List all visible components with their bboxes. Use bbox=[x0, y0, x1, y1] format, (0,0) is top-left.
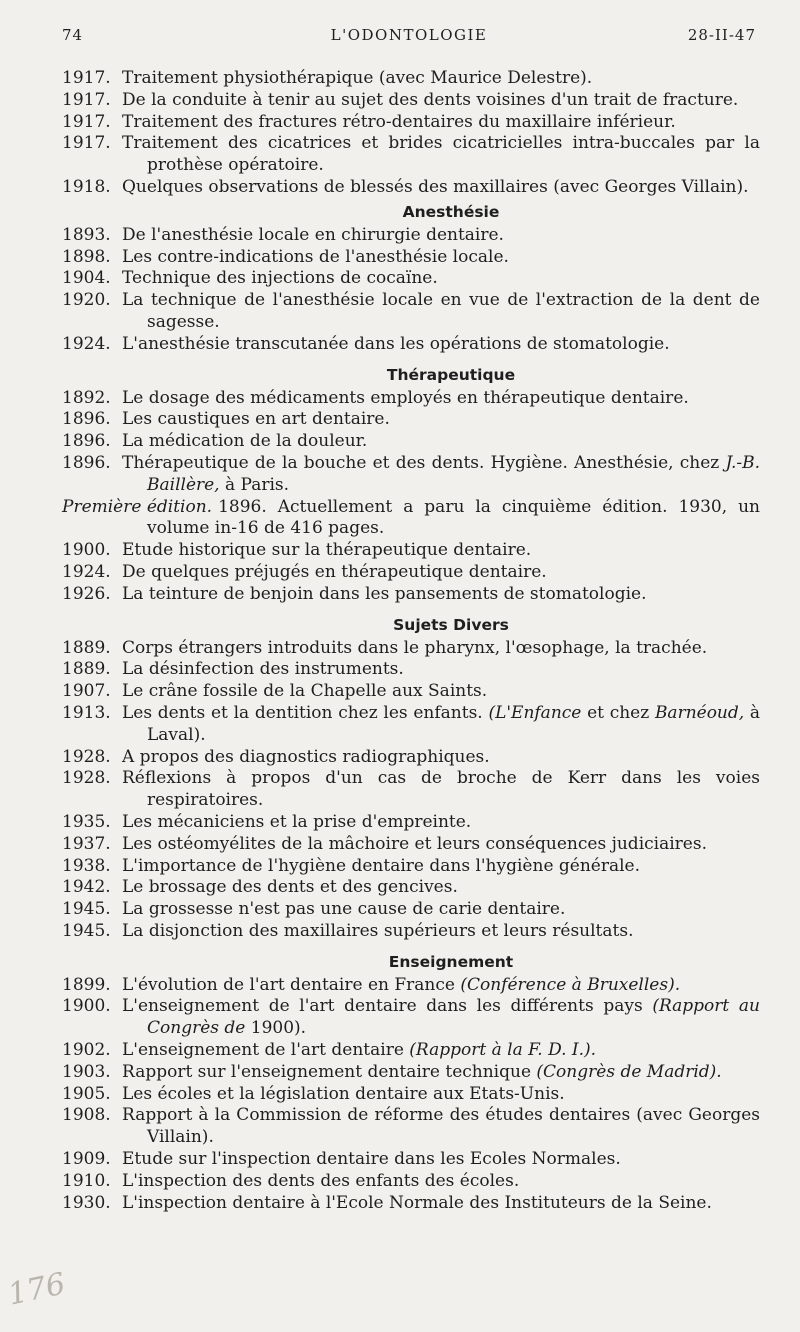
list-item: 1917. Traitement des cicatrices et brides cicatricielles intra-buccales par la prothèse opératoire. bbox=[62, 133, 760, 176]
list-item: 1928. Réflexions à propos d'un cas de broche de Kerr dans les voies respiratoires. bbox=[62, 768, 760, 811]
list-item: 1942. Le brossage des dents et des gencives. bbox=[62, 877, 458, 898]
list-item: 1889. Corps étrangers introduits dans le pharynx, l'œsophage, la trachée. bbox=[62, 637, 708, 658]
list-item: 1896. La médication de la douleur. bbox=[62, 431, 368, 452]
list-item: 1935. Les mécaniciens et la prise d'empreinte. bbox=[62, 811, 472, 832]
list-item: 1910. L'inspection des dents des enfants des écoles. bbox=[62, 1170, 520, 1191]
list-item: 1892. Le dosage des médicaments employés en thérapeutique dentaire. bbox=[62, 387, 689, 408]
list-item: 1924. L'anesthésie transcutanée dans les opérations de stomatologie. bbox=[62, 333, 670, 354]
list-item: 1902. L'enseignement de l'art dentaire (Rapport à la F. D. I.). bbox=[62, 1040, 597, 1061]
list-item: 1909. Etude sur l'inspection dentaire dans les Ecoles Normales. bbox=[62, 1149, 621, 1170]
list-item: 1903. Rapport sur l'enseignement dentaire technique (Congrès de Madrid). bbox=[62, 1061, 722, 1082]
list-item: 1905. Les écoles et la législation dentaire aux Etats-Unis. bbox=[62, 1083, 565, 1104]
list-item: 1938. L'importance de l'hygiène dentaire dans l'hygiène générale. bbox=[62, 855, 641, 876]
running-header bbox=[62, 26, 756, 50]
list-item: 1896. Les caustiques en art dentaire. bbox=[62, 409, 390, 430]
issue-date: 28-II-47 bbox=[687, 26, 756, 44]
list-item: 1917. De la conduite à tenir au sujet des dents voisines d'un trait de fracture. bbox=[62, 89, 739, 110]
list-item: 1896. Thérapeutique de la bouche et des dents. Hygiène. Anesthésie, chez J.-B. Baillère, à Paris. bbox=[62, 452, 760, 495]
list-item: 1928. A propos des diagnostics radiographiques. bbox=[62, 746, 490, 767]
list-item: 1945. La grossesse n'est pas une cause de carie dentaire. bbox=[62, 899, 566, 920]
section-title-sujets-divers: Sujets Divers bbox=[393, 615, 509, 634]
block-1917 bbox=[62, 68, 760, 199]
section-title-enseignement: Enseignement bbox=[388, 952, 514, 971]
edition-note: Première édition. 1896. Actuellement a paru la cinquième édition. 1930, un volume in-16 de 416 pages. bbox=[62, 496, 760, 539]
list-item: 1913. Les dents et la dentition chez les enfants. (L'Enfance et chez Barnéoud, à Laval). bbox=[62, 702, 761, 745]
list-item: 1900. Etude historique sur la thérapeutique dentaire. bbox=[62, 540, 532, 561]
list-item: 1937. Les ostéomyélites de la mâchoire et leurs conséquences judiciaires. bbox=[62, 833, 707, 854]
list-item: 1920. La technique de l'anesthésie locale en vue de l'extraction de la dent de sagesse. bbox=[62, 290, 760, 332]
section-title-anesthesie: Anesthésie bbox=[402, 202, 500, 221]
list-item: 1898. Les contre-indications de l'anesthésie locale. bbox=[62, 246, 509, 267]
list-item: 1917. Traitement des fractures rétro-dentaires du maxillaire inférieur. bbox=[62, 111, 676, 132]
list-item: 1930. L'inspection dentaire à l'Ecole Normale des Instituteurs de la Seine. bbox=[62, 1192, 712, 1213]
list-item: 1926. La teinture de benjoin dans les pansements de stomatologie. bbox=[62, 583, 647, 604]
list-item: 1924. De quelques préjugés en thérapeutique dentaire. bbox=[62, 561, 547, 582]
list-item: 1945. La disjonction des maxillaires supérieurs et leurs résultats. bbox=[62, 920, 634, 941]
list-item: 1917. Traitement physiothérapique (avec Maurice Delestre). bbox=[62, 68, 593, 88]
list-item: 1889. La désinfection des instruments. bbox=[62, 659, 404, 680]
list-item: 1908. Rapport à la Commission de réforme des études dentaires (avec Georges Villain). bbox=[62, 1105, 760, 1148]
list-item: 1904. Technique des injections de cocaïne. bbox=[62, 268, 438, 289]
list-item: 1918. Quelques observations de blessés des maxillaires (avec Georges Villain). bbox=[62, 176, 749, 197]
page-number: 74 bbox=[62, 26, 84, 44]
journal-title: L'ODONTOLOGIE bbox=[330, 26, 488, 44]
handwritten-margin-note: 176 bbox=[4, 1266, 69, 1313]
list-item: 1899. L'évolution de l'art dentaire en France (Conférence à Bruxelles). bbox=[62, 974, 681, 995]
bibliography bbox=[62, 68, 760, 1214]
list-item: 1893. De l'anesthésie locale en chirurgie dentaire. bbox=[62, 224, 504, 245]
section-title-therapeutique: Thérapeutique bbox=[386, 365, 516, 384]
list-item: 1907. Le crâne fossile de la Chapelle aux Saints. bbox=[62, 681, 488, 702]
list-item: 1900. L'enseignement de l'art dentaire dans les différents pays (Rapport au Congrès de 1900). bbox=[62, 996, 760, 1039]
